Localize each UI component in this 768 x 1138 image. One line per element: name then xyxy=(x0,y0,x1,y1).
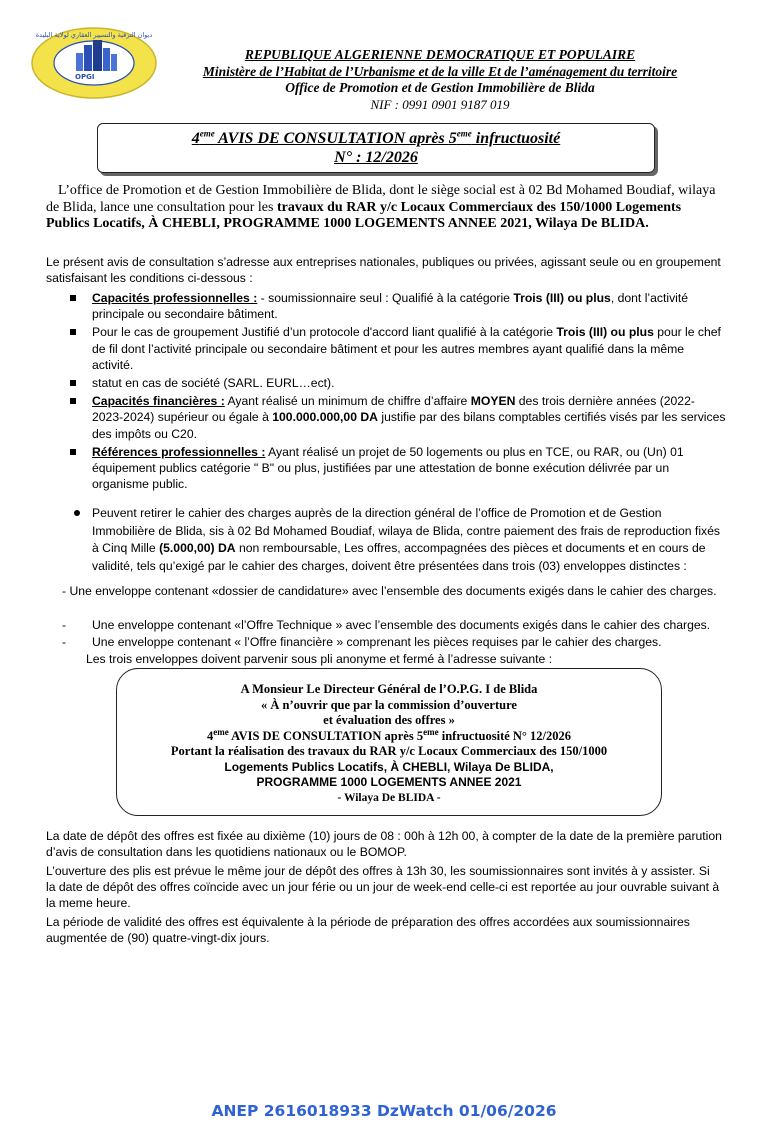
notice-number: N° : 12/2026 xyxy=(334,149,418,166)
envelopes-note: Les trois enveloppes doivent parvenir sous pli anonyme et fermé à l’adresse suivante : xyxy=(86,652,553,666)
address-project-line: Portant la réalisation des travaux du RAR y/c Locaux Commerciaux des 150/1000 xyxy=(170,744,608,758)
list-item: Pour le cas de groupement Justifié d’un protocole d'accord liant qualifié à la catégorie Trois (III) ou plus pour le chef de fil dont l’activité principale ou secondaire bâtiment et pour les autres membres ayant qualifié dans la même activité. xyxy=(46,324,726,373)
list-item: Capacités professionnelles : - soumissionnaire seul : Qualifié à la catégorie Trois (III) ou plus, dont l’activité principale ou secondaire bâtiment. xyxy=(46,290,726,322)
conditions-list xyxy=(46,290,726,494)
envelope-candidature: - Une enveloppe contenant «dossier de candidature» avec l’ensemble des documents exigés dans le cahier des charges. xyxy=(62,584,717,598)
notice-title-box xyxy=(97,123,655,173)
ministry-line: Ministère de l’Habitat de l’Urbanisme et de la ville Et de l’aménagement du territoire xyxy=(202,63,678,79)
eligibility-paragraph: Le présent avis de consultation s’adresse aux entreprises nationales, publiques ou privées, agissant seule ou en groupement satisfaisant les conditions ci-dessous : xyxy=(46,255,721,285)
logo-ring-text: ديوان الترقية والتسيير العقاري لولاية البليدة xyxy=(35,31,153,39)
address-instruction: « À n’ouvrir que par la commission d’ouverture xyxy=(261,697,517,712)
envelope-financiere: - Une enveloppe contenant « l’Offre financière » comprenant les pièces requises par le cahier des charges. xyxy=(62,635,662,649)
list-item: Références professionnelles : Ayant réalisé un projet de 50 logements ou plus en TCE, ou RAR, ou (Un) 01 équipement publics catégorie " B" ou plus, justifiées par une attestation de bonne exécution délivrée par un organisme public. xyxy=(46,444,726,493)
address-notice-ref: 4eme AVIS DE CONSULTATION après 5eme infructuosité N° 12/2026 xyxy=(206,726,572,743)
list-item: Capacités financières : Ayant réalisé un minimum de chiffre d’affaire MOYEN des trois dernière années (2022-2023-2024) supérieur ou égale à 100.000.000,00 DA justifie par des bilans comptables certifiés visés par les services des impôts ou C20. xyxy=(46,393,726,442)
logo-emblem-text: OPGI xyxy=(75,73,95,81)
project-description: travaux du RAR y/c Locaux Commerciaux des 150/1000 Logements Publics Locatifs, À CHEBLI, PROGRAMME 1000 LOGEMENTS ANNEE 2021, Wilaya De BLIDA. xyxy=(46,199,682,231)
intro-paragraph: L’office de Promotion et de Gestion Immobilière de Blida, dont le siège social est à 02 Bd Mohamed Boudiaf, wilaya de Blida, lance une consultation pour les travaux du RAR y/c Locaux Commerciaux des 150/1000 Logements Publics Locatifs, À CHEBLI, PROGRAMME 1000 LOGEMENTS ANNEE 2021, Wilaya De BLIDA. xyxy=(46,183,716,231)
envelope-technique: - Une enveloppe contenant «l’Offre Technique » avec l’ensemble des documents exigés dans le cahier des charges. xyxy=(62,618,711,632)
office-line: Office de Promotion et de Gestion Immobilière de Blida xyxy=(285,80,595,95)
deposit-date-paragraph: La date de dépôt des offres est fixée au dixième (10) jours de 08 : 00h à 12h 00, à compter de la date de la première parution d’avis de consultation dans les quotidiens nationaux ou le BOMOP. xyxy=(46,829,722,860)
notice-title: 4eme AVIS DE CONSULTATION après 5eme infructuosité xyxy=(191,128,561,147)
address-box xyxy=(116,668,662,816)
nif-line: NIF : 0991 0901 9187 019 xyxy=(370,96,510,112)
address-wilaya: - Wilaya De BLIDA - xyxy=(337,791,441,804)
retrait-paragraph: Peuvent retirer le cahier des charges auprès de la direction général de l’office de Promotion et de Gestion Immobilière de Blida, sis à 02 Bd Mohamed Boudiaf, wilaya de Blida, contre paiement des frais de reproduction fixés à Cinq Mille (5.000,00) DA non remboursable, Les offres, accompagnées des pièces et documents et en cours de validité, tels qu’exigé par le cahier des charges, doivent être présentées dans trois (03) enveloppes distinctes : xyxy=(46,505,722,575)
document-header xyxy=(170,47,710,113)
address-program-line: PROGRAMME 1000 LOGEMENTS ANNEE 2021 xyxy=(256,775,522,789)
validity-paragraph: La période de validité des offres est équivalente à la période de préparation des offres accordées aux soumissionnaires augmentée de (90) quatre-vingt-dix jours. xyxy=(46,915,690,946)
republic-line: REPUBLIQUE ALGERIENNE DEMOCRATIQUE ET POPULAIRE xyxy=(244,47,636,62)
opgi-logo xyxy=(30,26,158,100)
address-project-line-2: Logements Publics Locatifs, À CHEBLI, Wilaya De BLIDA, xyxy=(224,759,554,774)
address-recipient: A Monsieur Le Directeur Général de l’O.P.G. I de Blida xyxy=(240,682,538,696)
address-instruction-2: et évaluation des offres » xyxy=(323,713,455,727)
opening-paragraph: L’ouverture des plis est prévue le même jour de dépôt des offres à 13h 30, les soumissionnaires sont invités à y assister. Si la date de dépôt des offres coïncide avec un jour férie ou un jour de week-end celle-ci est reportée au jour ouvrable suivant à la meme heure. xyxy=(46,864,720,911)
list-item: statut en cas de société (SARL. EURL…ect). xyxy=(46,375,726,391)
anep-reference: ANEP 2616018933 DzWatch 01/06/2026 xyxy=(211,1102,557,1120)
